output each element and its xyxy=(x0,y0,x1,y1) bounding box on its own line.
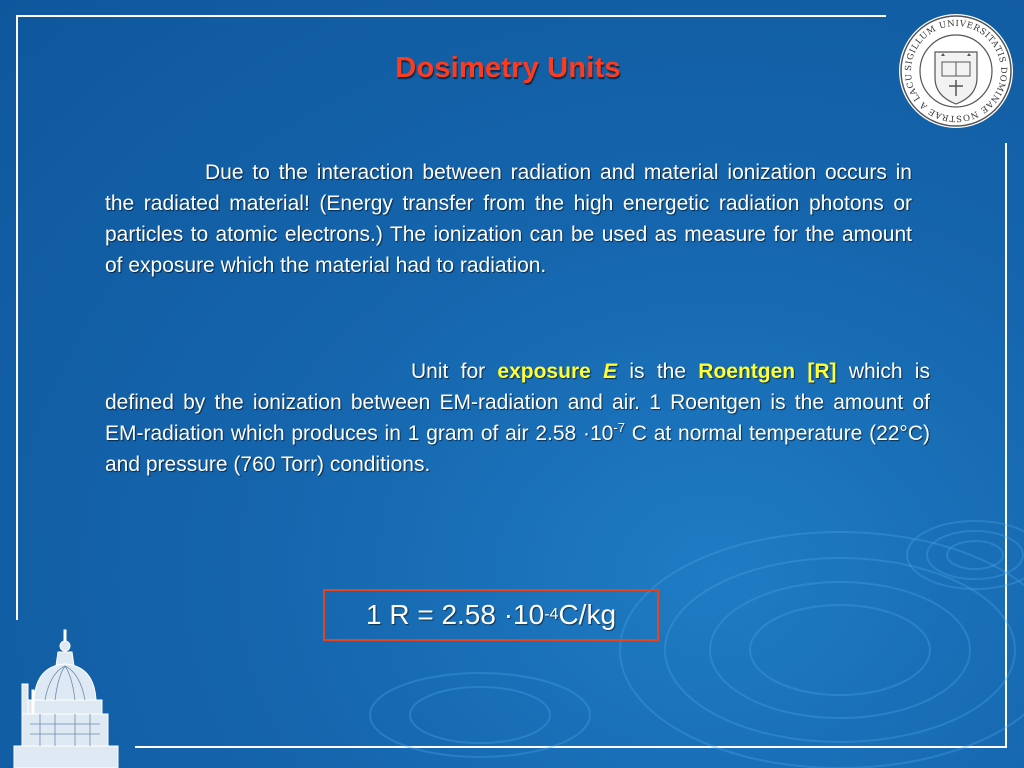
svg-text:SIGILLUM UNIVERSITATIS DOMINAE: SIGILLUM UNIVERSITATIS DOMINAE NOSTRAE A LACU xyxy=(903,18,1009,124)
conversion-formula-box: 1 R = 2.58 ·10 -4 C/kg xyxy=(323,589,659,641)
frame-bottom-line xyxy=(135,746,1007,748)
paragraph-roentgen-exponent: -7 xyxy=(613,420,625,435)
paragraph-roentgen xyxy=(105,356,930,480)
paragraph-roentgen-middle: is the xyxy=(617,360,699,383)
paragraph-roentgen-intro: Unit for xyxy=(411,360,498,383)
paragraph-ionization-text: Due to the interaction between radiation and material ionization occurs in the radiated material! (Energy transfer from the high energetic radiation photons or particles to atomic electrons.) The ionization can be used as measure for the amount of exposure which the material had to radiation. xyxy=(105,161,912,277)
slide-title: Dosimetry Units xyxy=(395,52,621,84)
formula-base: 1 R = 2.58 ·10 xyxy=(365,599,545,630)
term-exposure-symbol: E xyxy=(603,360,618,383)
frame-top-line xyxy=(16,15,886,17)
formula-unit: C/kg xyxy=(558,599,617,630)
frame-left-line xyxy=(16,15,18,620)
paragraph-roentgen-body: which is defined by the ionization between EM-radiation and air. 1 Roentgen is the amount of EM-radiation which produces in 1 gram of air 2.58 ·10 xyxy=(105,360,930,445)
golden-dome-icon xyxy=(0,628,125,768)
term-roentgen: Roentgen [R] xyxy=(698,360,837,383)
term-exposure: exposure xyxy=(497,360,591,383)
frame-right-line xyxy=(1005,143,1007,748)
paragraph-ionization xyxy=(105,157,912,281)
paragraph-roentgen-ending: C at normal temperature (22°C) and pressure (760 Torr) conditions. xyxy=(105,422,930,476)
